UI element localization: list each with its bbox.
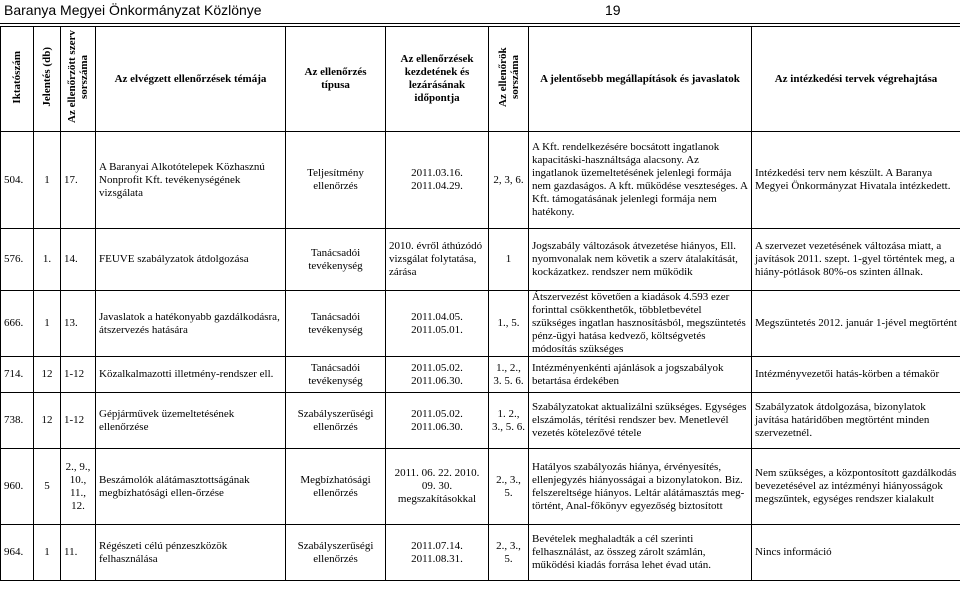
cell-tipus: Tanácsadói tevékenység bbox=[286, 357, 386, 393]
cell-jel: 5 bbox=[34, 449, 61, 525]
cell-ido: 2011.05.02. 2011.06.30. bbox=[386, 357, 489, 393]
table-row bbox=[1, 525, 960, 581]
cell-szerv: 2., 9., 10., 11., 12. bbox=[61, 449, 96, 525]
cell-int: A szervezet vezetésének változása miatt, a javítások 2011. szept. 1-gyel történtek meg, a hiány-pótlások 80%-os szinten állnak. bbox=[752, 229, 960, 291]
cell-ikt: 964. bbox=[1, 525, 34, 581]
table-row bbox=[1, 132, 960, 229]
cell-jel: 1 bbox=[34, 132, 61, 229]
col-header-tema: Az elvégzett ellenőrzések témája bbox=[96, 27, 286, 132]
table-header-row bbox=[1, 27, 960, 132]
cell-ikt: 504. bbox=[1, 132, 34, 229]
cell-jel: 12 bbox=[34, 393, 61, 449]
col-header-ellenorok: Az ellenőrök sorszáma bbox=[489, 27, 529, 132]
cell-int: Intézményvezetői hatás-körben a témakör bbox=[752, 357, 960, 393]
cell-ell: 2., 3., 5. bbox=[489, 525, 529, 581]
cell-int: Megszüntetés 2012. január 1-jével megtörtént bbox=[752, 291, 960, 357]
col-header-tipus: Az ellenőrzés típusa bbox=[286, 27, 386, 132]
cell-int: Intézkedési terv nem készült. A Baranya Megyei Önkormányzat Hivatala intézkedett. bbox=[752, 132, 960, 229]
cell-ikt: 666. bbox=[1, 291, 34, 357]
cell-ido: 2011. 06. 22. 2010. 09. 30. megszakításokkal bbox=[386, 449, 489, 525]
cell-szerv: 13. bbox=[61, 291, 96, 357]
cell-ikt: 738. bbox=[1, 393, 34, 449]
cell-jel: 1 bbox=[34, 525, 61, 581]
cell-ido: 2011.05.02. 2011.06.30. bbox=[386, 393, 489, 449]
cell-jel: 1. bbox=[34, 229, 61, 291]
col-header-szerv: Az ellenőrzött szerv sorszáma bbox=[61, 27, 96, 132]
cell-ikt: 576. bbox=[1, 229, 34, 291]
cell-tema: Beszámolók alátámasztottságának megbízhatósági ellen-őrzése bbox=[96, 449, 286, 525]
cell-tipus: Szabályszerűségi ellenőrzés bbox=[286, 525, 386, 581]
cell-tema: FEUVE szabályzatok átdolgozása bbox=[96, 229, 286, 291]
table-row bbox=[1, 291, 960, 357]
col-header-jelentes: Jelentés (db) bbox=[34, 27, 61, 132]
cell-jel: 1 bbox=[34, 291, 61, 357]
cell-ikt: 960. bbox=[1, 449, 34, 525]
cell-szerv: 17. bbox=[61, 132, 96, 229]
cell-ido: 2011.04.05. 2011.05.01. bbox=[386, 291, 489, 357]
table-row bbox=[1, 393, 960, 449]
publication-title: Baranya Megyei Önkormányzat Közlönye bbox=[4, 2, 262, 18]
cell-tipus: Teljesítmény ellenőrzés bbox=[286, 132, 386, 229]
cell-tipus: Tanácsadói tevékenység bbox=[286, 291, 386, 357]
cell-ell: 2., 3., 5. bbox=[489, 449, 529, 525]
cell-ido: 2010. évről áthúzódó vizsgálat folytatása, zárása bbox=[386, 229, 489, 291]
cell-ell: 2, 3, 6. bbox=[489, 132, 529, 229]
col-header-iktatoszam: Iktatószám bbox=[1, 27, 34, 132]
cell-meg: Átszervezést követően a kiadások 4.593 ezer forinttal csökkenthetők, többletbevétel szükséges ingatlan hasznosításból, megszüntetés pénz-ügyi hatása kedvező, költségvetés módosítás szükséges bbox=[529, 291, 752, 357]
cell-meg: Bevételek meghaladták a cél szerinti felhasználást, az összeg zárolt számlán, működési kiadás forrása lehet évad után. bbox=[529, 525, 752, 581]
cell-meg: A Kft. rendelkezésére bocsátott ingatlanok kapacitáski-használtsága alacsony. Az ingatlanok üzemeltetésének jelenlegi formája nem gazdaságos. A kft. működése veszteséges. A Kft. támogatásának jelenlegi formája nem hatékony. bbox=[529, 132, 752, 229]
cell-tema: Közalkalmazotti illetmény-rendszer ell. bbox=[96, 357, 286, 393]
cell-ido: 2011.03.16. 2011.04.29. bbox=[386, 132, 489, 229]
cell-szerv: 1-12 bbox=[61, 357, 96, 393]
col-header-megallapitasok: A jelentősebb megállapítások és javaslatok bbox=[529, 27, 752, 132]
cell-szerv: 1-12 bbox=[61, 393, 96, 449]
cell-ell: 1., 5. bbox=[489, 291, 529, 357]
table-row bbox=[1, 229, 960, 291]
table-row bbox=[1, 449, 960, 525]
cell-tipus: Tanácsadói tevékenység bbox=[286, 229, 386, 291]
cell-ell: 1. 2., 3., 5. 6. bbox=[489, 393, 529, 449]
cell-tema: Javaslatok a hatékonyabb gazdálkodásra, átszervezés hatására bbox=[96, 291, 286, 357]
cell-szerv: 11. bbox=[61, 525, 96, 581]
page-header bbox=[0, 0, 960, 24]
cell-jel: 12 bbox=[34, 357, 61, 393]
cell-meg: Intézményenkénti ajánlások a jogszabályok betartása érdekében bbox=[529, 357, 752, 393]
cell-int: Szabályzatok átdolgozása, bizonylatok javítása határidőben megtörtént minden szervezetnél. bbox=[752, 393, 960, 449]
cell-meg: Hatályos szabályozás hiánya, érvényesítés, ellenjegyzés hiányosságai a bizonylatokon. Biz. felszereltsége hiányos. Leltár alátámasztás meg-történt, Anal-főkönyv egyezőség biztosított bbox=[529, 449, 752, 525]
cell-meg: Szabályzatokat aktualizálni szükséges. Egységes elszámolás, térítési rendszer bev. Menetlevél vezetés kötelezővé tétele bbox=[529, 393, 752, 449]
cell-tipus: Megbízhatósági ellenőrzés bbox=[286, 449, 386, 525]
cell-ell: 1 bbox=[489, 229, 529, 291]
cell-ell: 1., 2., 3. 5. 6. bbox=[489, 357, 529, 393]
page-number: 19 bbox=[605, 2, 621, 18]
cell-ido: 2011.07.14. 2011.08.31. bbox=[386, 525, 489, 581]
cell-tema: A Baranyai Alkotótelepek Közhasznú Nonprofit Kft. tevékenységének vizsgálata bbox=[96, 132, 286, 229]
cell-tema: Régészeti célú pénzeszközök felhasználása bbox=[96, 525, 286, 581]
cell-meg: Jogszabály változások átvezetése hiányos, Ell. nyomvonalak nem követik a szerv átalakítását, kockázatkez. rendszer nem működik bbox=[529, 229, 752, 291]
cell-tema: Gépjárművek üzemeltetésének ellenőrzése bbox=[96, 393, 286, 449]
col-header-idopont: Az ellenőrzések kezdetének és lezárásának időpontja bbox=[386, 27, 489, 132]
cell-int: Nincs információ bbox=[752, 525, 960, 581]
audit-table bbox=[0, 26, 960, 581]
table-row bbox=[1, 357, 960, 393]
col-header-intezkedesi: Az intézkedési tervek végrehajtása bbox=[752, 27, 960, 132]
cell-tipus: Szabályszerűségi ellenőrzés bbox=[286, 393, 386, 449]
cell-ikt: 714. bbox=[1, 357, 34, 393]
cell-szerv: 14. bbox=[61, 229, 96, 291]
cell-int: Nem szükséges, a központosított gazdálkodás bevezetésével az intézményi hiányosságok megszűntek, egységes rendszer kialakult bbox=[752, 449, 960, 525]
